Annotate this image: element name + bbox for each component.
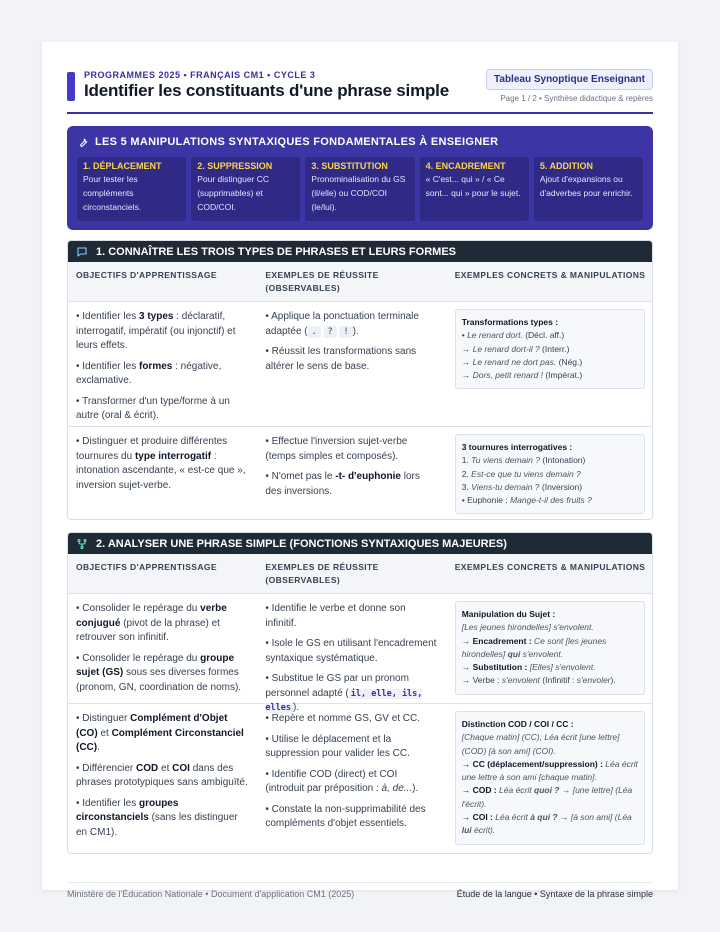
column-header-objectives: OBJECTIFS D'APPRENTISSAGE	[76, 270, 217, 280]
card-body: Pour distinguer CC (supprimables) et COD/COI.	[197, 174, 270, 212]
example-box: 3 tournures interrogatives : 1. Tu viens demain ? (Intonation) 2. Est-ce que tu viens demain ? 3. Viens-tu demain ? (Inversion) • Euphonie : Mange-t-il des fruits ?	[455, 434, 645, 514]
section-header	[68, 241, 652, 262]
card-title: 1. DÉPLACEMENT	[83, 161, 162, 171]
success-cell	[257, 594, 446, 713]
objective-item: • Transformer d'un type/forme à un autre (oral & écrit).	[76, 395, 230, 421]
examples-cell	[447, 594, 652, 703]
section-title: 2. ANALYSER UNE PHRASE SIMPLE (FONCTIONS SYNTAXIQUES MAJEURES)	[96, 537, 507, 550]
examples-cell	[447, 427, 652, 519]
examples-cell	[447, 704, 652, 852]
objective-item: • Identifier les formes : négative, exclamative.	[76, 360, 222, 386]
card-title: 3. SUBSTITUTION	[311, 161, 388, 171]
objective-item: • Distinguer et produire différentes tournures du type interrogatif : intonation ascendante, « est-ce que », inversion sujet-verbe.	[76, 436, 246, 491]
column-header-objectives: OBJECTIFS D'APPRENTISSAGE	[76, 562, 217, 572]
page-header	[67, 70, 653, 114]
punctuation-question: ?	[324, 326, 337, 338]
header-accent-bar	[67, 72, 75, 101]
branch-icon	[76, 538, 88, 550]
success-item: • Constate la non-supprimabilité des compléments d'objet essentiels.	[265, 803, 426, 829]
column-header-success: EXEMPLES DE RÉUSSITE (OBSERVABLES)	[265, 270, 379, 293]
card-body: Pronominalisation du GS (il/elle) ou COD/COI (le/lui).	[311, 174, 406, 212]
success-item: • Effectue l'inversion sujet-verbe (temps simples et composés).	[265, 436, 408, 462]
card-title: 2. SUPPRESSION	[197, 161, 273, 171]
success-item: • N'omet pas le -t- d'euphonie lors des inversions.	[265, 471, 420, 497]
objective-item: • Consolider le repérage du groupe sujet (GS) sous ses diverses formes (pronom, GN, coordination de noms).	[76, 652, 242, 693]
manipulation-card	[191, 157, 300, 221]
success-item: • Repère et nomme GS, GV et CC.	[265, 713, 421, 724]
column-headers	[68, 262, 652, 302]
column-headers	[68, 554, 652, 594]
success-item: • Identifie COD (direct) et COI (introduit par préposition : à, de...).	[265, 768, 419, 794]
manipulation-cards	[77, 157, 643, 221]
page-title: Identifier les constituants d'une phrase simple	[84, 81, 449, 100]
header-subtitle: PROGRAMMES 2025 • FRANÇAIS CM1 • CYCLE 3	[84, 70, 316, 80]
card-body: Pour tester les compléments circonstanciels.	[83, 174, 142, 212]
page-footer	[67, 882, 653, 899]
footer-source: Ministère de l'Éducation Nationale • Document d'application CM1 (2025)	[67, 889, 355, 899]
table-row	[68, 704, 652, 852]
chat-bubble-icon	[76, 246, 88, 258]
objectives-cell	[68, 594, 257, 703]
manipulation-card	[305, 157, 414, 221]
column-header-examples: EXEMPLES CONCRETS & MANIPULATIONS	[454, 562, 646, 572]
example-box: Transformations types : • Le renard dort. (Décl. aff.) → Le renard dort-il ? (Interr.) → Le renard ne dort pas. (Nég.) → Dors, petit renard ! (Impérat.)	[455, 309, 645, 389]
manipulation-card	[420, 157, 529, 221]
column-header-success: EXEMPLES DE RÉUSSITE (OBSERVABLES)	[265, 562, 379, 585]
success-cell	[257, 427, 446, 519]
card-title: 5. ADDITION	[539, 161, 593, 171]
success-item: • Substitue le GS par un pronom personnel adapté ( il, elle, ils, elles ).	[265, 673, 423, 713]
success-item: • Applique la ponctuation terminale adaptée ( . ? ! ).	[265, 311, 419, 337]
column-header-examples: EXEMPLES CONCRETS & MANIPULATIONS	[454, 270, 646, 280]
document-type-badge: Tableau Synoptique Enseignant	[486, 69, 653, 90]
table-row	[68, 594, 652, 713]
objective-item: • Identifier les 3 types : déclaratif, interrogatif, impératif (ou injonctif) et leurs effets.	[76, 311, 236, 351]
pronoun-list: il, elle, ils, elles	[265, 688, 423, 713]
manipulations-heading-text: LES 5 MANIPULATIONS SYNTAXIQUES FONDAMENTALES À ENSEIGNER	[95, 136, 499, 148]
page-meta: Page 1 / 2 • Synthèse didactique & repères	[500, 94, 653, 103]
section-sentence-types	[67, 240, 653, 520]
success-item: • Isole le GS en utilisant l'encadrement syntaxique systématique.	[265, 638, 437, 664]
card-body: Ajout d'expansions ou d'adverbes pour enrichir.	[539, 174, 633, 198]
section-header	[68, 533, 652, 554]
table-row	[68, 302, 652, 427]
success-cell	[257, 704, 446, 852]
example-box: Manipulation du Sujet : [Les jeunes hirondelles] s'envolent. → Encadrement : Ce sont [les jeunes hirondelles] qui s'envolent. → Substitution : [Elles] s'envolent. → Verbe : s'envolent (Infinitif : s'envoler).	[455, 601, 645, 695]
objective-item: • Identifier les groupes circonstanciels (sans les distinguer en CM1).	[76, 797, 238, 838]
table-row	[68, 427, 652, 519]
page-sheet	[42, 42, 678, 899]
card-body: « C'est... qui » / « Ce sont... qui » pour le sujet.	[425, 174, 521, 198]
manipulation-card	[77, 157, 186, 221]
example-box: Distinction COD / COI / CC : [Chaque matin] (CC), Léa écrit [une lettre] (COD) [à son ami] (COI). → CC (déplacement/suppression) : Léa écrit une lettre à son ami [chaque matin]. → COD : Léa écrit quoi ? → [une lettre] (Léa l'écrit). → COI : Léa écrit à qui ? → [à son ami] (Léa lui écrit).	[455, 711, 645, 845]
objectives-cell	[68, 427, 257, 519]
punctuation-exclamation: !	[339, 326, 352, 338]
objectives-cell	[68, 302, 257, 426]
objectives-cell	[68, 704, 257, 852]
objective-item: • Différencier COD et COI dans des phrases prototypiques sans ambiguïté.	[76, 762, 248, 788]
success-item: • Utilise le déplacement et la suppression pour valider les CC.	[265, 733, 410, 759]
punctuation-period: .	[308, 326, 321, 338]
manipulations-heading	[77, 135, 643, 149]
section-syntax-functions	[67, 532, 653, 854]
manipulation-card	[534, 157, 643, 221]
wrench-icon	[77, 136, 89, 148]
objective-item: • Consolider le repérage du verbe conjugué (pivot de la phrase) et retrouver son infinitif.	[76, 603, 227, 643]
card-title: 4. ENCADREMENT	[425, 161, 506, 171]
success-item: • Identifie le verbe et donne son infinitif.	[265, 603, 406, 629]
footer-topic: Étude de la langue • Syntaxe de la phrase simple	[456, 889, 653, 899]
objective-item: • Distinguer Complément d'Objet (CO) et Complément Circonstanciel (CC).	[76, 713, 244, 753]
page-content	[67, 70, 653, 899]
section-title: 1. CONNAÎTRE LES TROIS TYPES DE PHRASES ET LEURS FORMES	[96, 245, 456, 258]
manipulations-panel	[67, 126, 653, 230]
success-item: • Réussit les transformations sans altérer le sens de base.	[265, 346, 417, 372]
examples-cell	[447, 302, 652, 426]
success-cell	[257, 302, 446, 426]
